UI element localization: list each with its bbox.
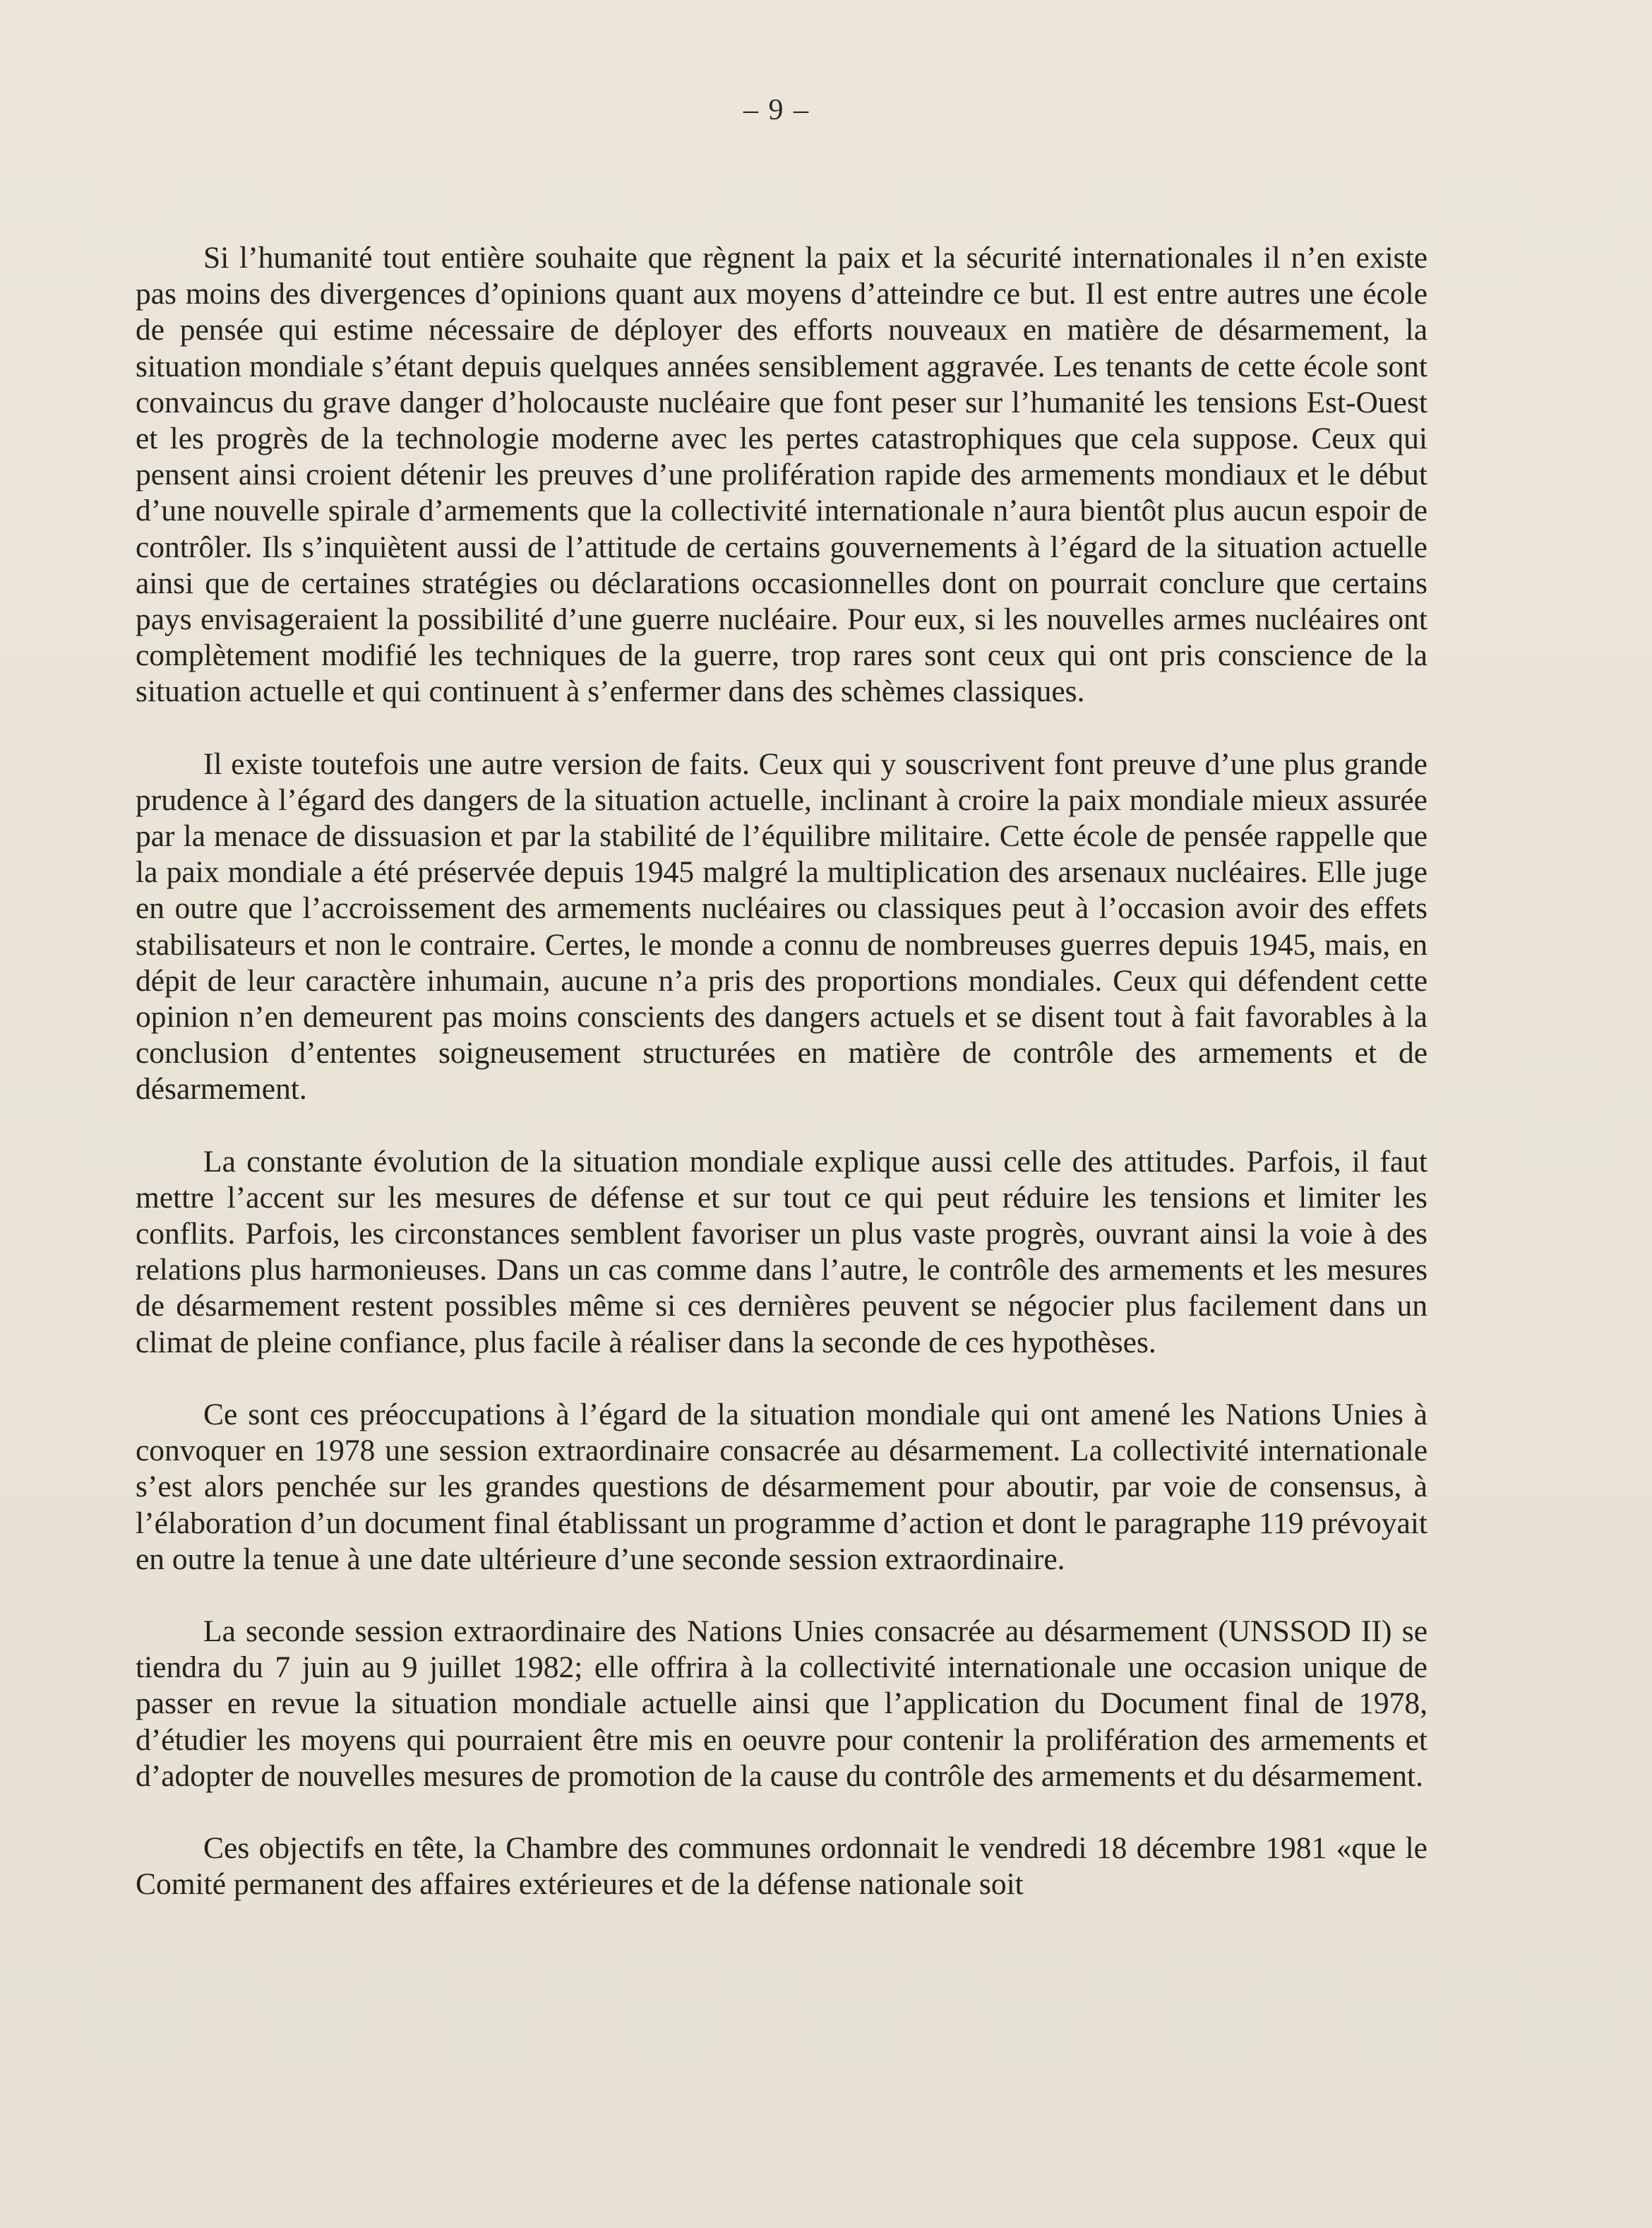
body-text <box>136 240 1427 1902</box>
paragraph-4: Ce sont ces préoccupations à l’égard de la situation mondiale qui ont amené les Nations Unies à convoquer en 1978 une session extraordinaire consacrée au désarmement. La collectivité internationale s’est alors penchée sur les grandes questions de désarmement pour aboutir, par voie de consensus, à l’élaboration d’un document final établissant un programme d’action et dont le paragraphe 119 prévoyait en outre la tenue à une date ultérieure d’une seconde session extraordinaire. <box>136 1397 1427 1576</box>
paragraph-1: Si l’humanité tout entière souhaite que règnent la paix et la sécurité internationales il n’en existe pas moins des divergences d’opinions quant aux moyens d’atteindre ce but. Il est entre autres une école de pensée qui estime nécessaire de déployer des efforts nouveaux en matière de désarmement, la situation mondiale s’étant depuis quelques années sensiblement aggravée. Les tenants de cette école sont convaincus du grave danger d’holocauste nucléaire que font peser sur l’humanité les tensions Est-Ouest et les progrès de la technologie moderne avec les pertes catastrophiques que cela suppose. Ceux qui pensent ainsi croient détenir les preuves d’une prolifération rapide des armements mondiaux et le début d’une nouvelle spirale d’armements que la collectivité internationale n’aura bientôt plus aucun espoir de contrôler. Ils s’inquiètent aussi de l’attitude de certains gouvernements à l’égard de la situation actuelle ainsi que de certaines stratégies ou déclarations occasionnelles dont on pourrait conclure que certains pays envisageraient la possibilité d’une guerre nucléaire. Pour eux, si les nouvelles armes nucléaires ont complètement modifié les techniques de la guerre, trop rares sont ceux qui ont pris conscience de la situation actuelle et qui continuent à s’enfermer dans des schèmes classiques. <box>136 241 1427 709</box>
paragraph-6: Ces objectifs en tête, la Chambre des communes ordonnait le vendredi 18 décembre 1981 «que le Comité permanent des affaires extérieures et de la défense nationale soit <box>136 1830 1427 1902</box>
paragraph-5: La seconde session extraordinaire des Nations Unies consacrée au désarmement (UNSSOD II) se tiendra du 7 juin au 9 juillet 1982; elle offrira à la collectivité internationale une occasion unique de passer en revue la situation mondiale actuelle ainsi que l’application du Document final de 1978, d’étudier les moyens qui pourraient être mis en oeuvre pour contenir la prolifération des armements et d’adopter de nouvelles mesures de promotion de la cause du contrôle des armements et du désarmement. <box>136 1614 1427 1793</box>
page-number: – 9 – <box>743 94 810 126</box>
paragraph-3: La constante évolution de la situation mondiale explique aussi celle des attitudes. Parfois, il faut mettre l’accent sur les mesures de défense et sur tout ce qui peut réduire les tensions et limiter les conflits. Parfois, les circonstances semblent favoriser un plus vaste progrès, ouvrant ainsi la voie à des relations plus harmonieuses. Dans un cas comme dans l’autre, le contrôle des armements et les mesures de désarmement restent possibles même si ces dernières peuvent se négocier plus facilement dans un climat de pleine confiance, plus facile à réaliser dans la seconde de ces hypothèses. <box>136 1144 1427 1359</box>
paragraph-2: Il existe toutefois une autre version de faits. Ceux qui y souscrivent font preuve d’une plus grande prudence à l’égard des dangers de la situation actuelle, inclinant à croire la paix mondiale mieux assurée par la menace de dissuasion et par la stabilité de l’équilibre militaire. Cette école de pensée rappelle que la paix mondiale a été préservée depuis 1945 malgré la multiplication des arsenaux nucléaires. Elle juge en outre que l’accroissement des armements nucléaires ou classiques peut à l’occasion avoir des effets stabilisateurs et non le contraire. Certes, le monde a connu de nombreuses guerres depuis 1945, mais, en dépit de leur caractère inhumain, aucune n’a pris des proportions mondiales. Ceux qui défendent cette opinion n’en demeurent pas moins conscients des dangers actuels et se disent tout à fait favorables à la conclusion d’ententes soigneusement structurées en matière de contrôle des armements et de désarmement. <box>136 746 1427 1107</box>
